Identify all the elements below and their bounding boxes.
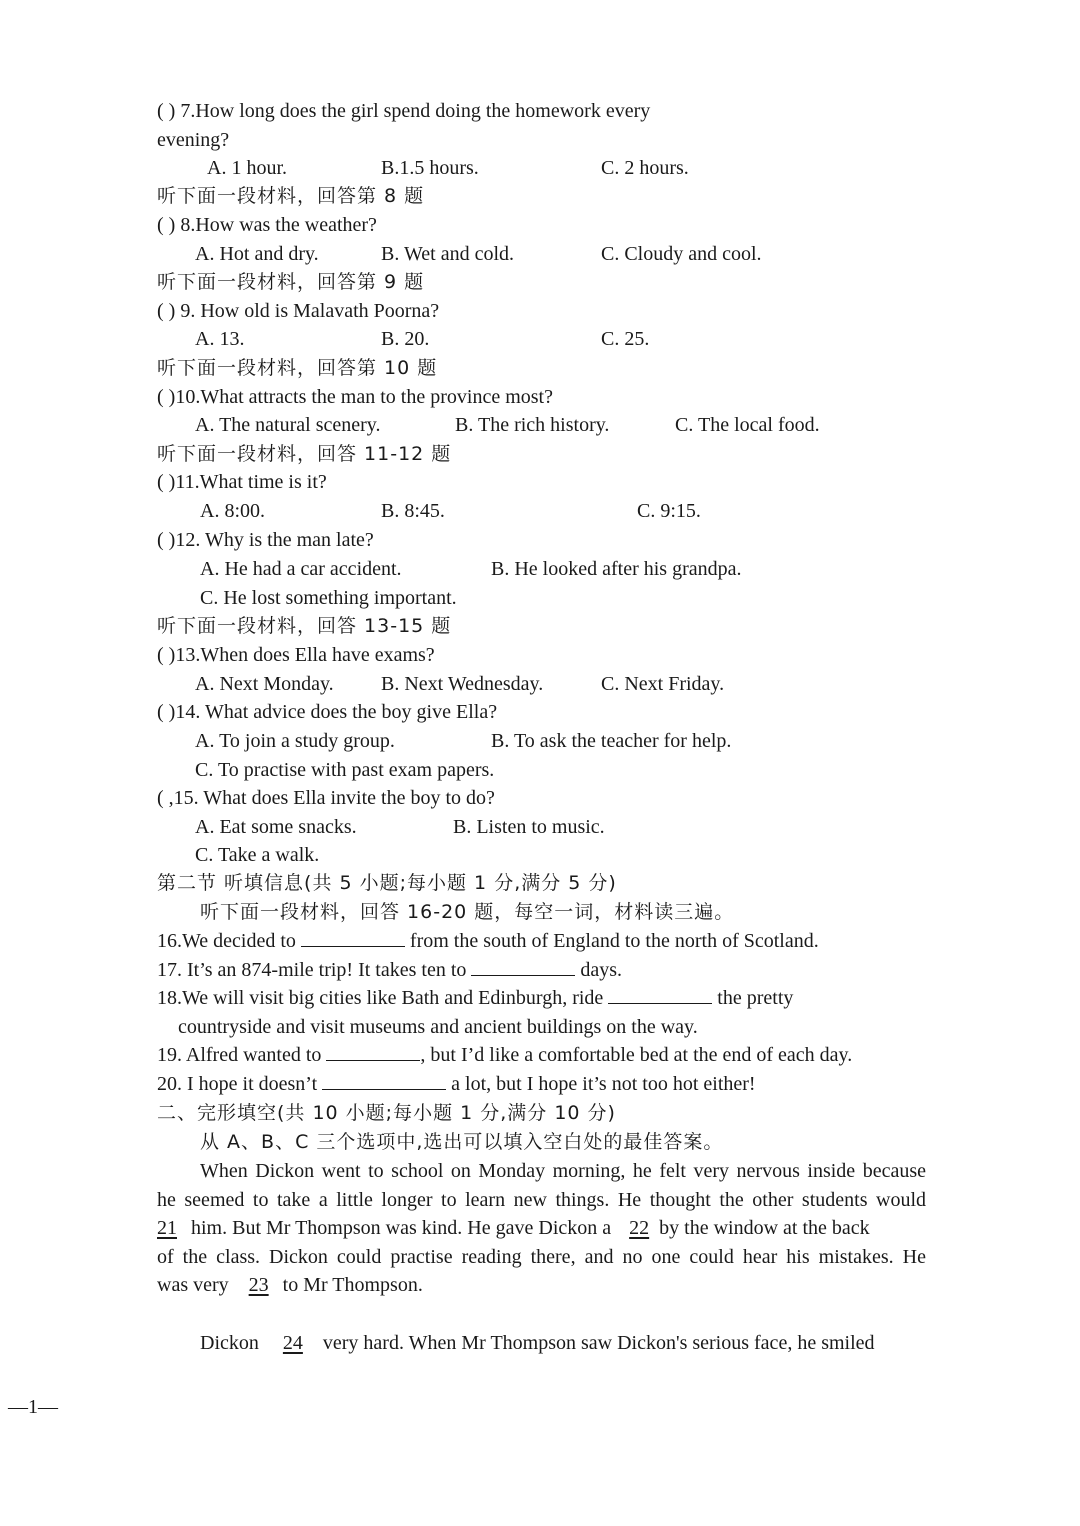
section-2-title: 第二节 听填信息(共 5 小题;每小题 1 分,满分 5 分) [157,872,617,894]
question-19 [157,1042,852,1068]
question-7-option-a: A. 1 hour. [207,157,287,179]
question-10-option-c: C. The local food. [675,414,820,436]
page-number: —1— [8,1396,58,1418]
question-10-stem: ( )10.What attracts the man to the province most? [157,386,553,408]
question-19-after: , but I’d like a comfortable bed at the end of each day. [420,1044,853,1066]
cloze-line-3 [157,1215,870,1241]
heading-q8: 听下面一段材料，回答第 8 题 [157,185,425,207]
question-8-option-b: B. Wet and cold. [381,243,514,265]
question-9-option-a: A. 13. [195,328,245,350]
question-11-option-c: C. 9:15. [637,500,701,522]
section-2-instruction: 听下面一段材料，回答 16-20 题，每空一词，材料读三遍。 [200,901,735,923]
question-9-option-b: B. 20. [381,328,430,350]
question-16-after: from the south of England to the north of Scotland. [409,930,819,952]
cloze-blank-24[interactable]: 24 [282,1332,303,1354]
question-7-option-b: B.1.5 hours. [381,157,479,179]
question-12-option-a: A. He had a car accident. [200,558,402,580]
cloze-p2-a: Dickon [200,1332,259,1354]
cloze-blank-23[interactable]: 23 [248,1274,269,1296]
question-18-cont: countryside and visit museums and ancient buildings on the way. [178,1016,698,1038]
question-13-option-a: A. Next Monday. [195,673,334,695]
question-14-option-b: B. To ask the teacher for help. [491,730,732,752]
question-12-stem: ( )12. Why is the man late? [157,529,374,551]
cloze-line-3b: by the window at the back [659,1217,870,1239]
answer-blank-20[interactable] [322,1071,446,1090]
question-19-before: 19. Alfred wanted to [157,1044,322,1066]
cloze-line-5a: was very [157,1274,229,1296]
question-13-option-c: C. Next Friday. [601,673,725,695]
question-13-stem: ( )13.When does Ella have exams? [157,644,435,666]
question-17-before: 17. It’s an 874-mile trip! It takes ten to [157,959,467,981]
cloze-blank-21[interactable]: 21 [157,1217,177,1239]
heading-q13-15: 听下面一段材料，回答 13-15 题 [157,615,452,637]
question-16-before: 16.We decided to [157,930,296,952]
question-15-option-b: B. Listen to music. [453,816,605,838]
question-17 [157,957,622,983]
question-14-option-a: A. To join a study group. [195,730,395,752]
question-7-stem-cont: evening? [157,129,230,151]
question-11-option-a: A. 8:00. [200,500,265,522]
cloze-instruction: 从 A、B、C 三个选项中,选出可以填入空白处的最佳答案。 [200,1131,724,1153]
question-17-after: days. [580,959,623,981]
cloze-line-4: of the class. Dickon could practise reading there, and no one could hear his mistakes. He [157,1246,926,1268]
question-18-after: the pretty [717,987,794,1009]
cloze-line-2: he seemed to take a little longer to learn new things. He thought the other students would [157,1189,926,1211]
question-7-option-c: C. 2 hours. [601,157,689,179]
question-12-option-b: B. He looked after his grandpa. [491,558,742,580]
question-12-option-c: C. He lost something important. [200,587,457,609]
question-11-stem: ( )11.What time is it? [157,471,327,493]
question-10-option-b: B. The rich history. [455,414,610,436]
cloze-blank-22[interactable]: 22 [629,1217,650,1239]
question-10-option-a: A. The natural scenery. [195,414,381,436]
question-16 [157,928,819,954]
question-9-stem: ( ) 9. How old is Malavath Poorna? [157,300,440,322]
heading-q10: 听下面一段材料，回答第 10 题 [157,357,438,379]
question-8-stem: ( ) 8.How was the weather? [157,214,377,236]
cloze-title: 二、完形填空(共 10 小题;每小题 1 分,满分 10 分) [157,1102,616,1124]
question-8-option-a: A. Hot and dry. [195,243,319,265]
question-7-stem: ( ) 7.How long does the girl spend doing the homework every [157,100,651,122]
question-15-option-c: C. Take a walk. [195,844,320,866]
cloze-paragraph-2 [200,1330,875,1356]
question-20-after: a lot, but I hope it’s not too hot either! [451,1073,756,1095]
answer-blank-18[interactable] [608,985,712,1004]
question-13-option-b: B. Next Wednesday. [381,673,544,695]
heading-q11-12: 听下面一段材料，回答 11-12 题 [157,443,452,465]
answer-blank-17[interactable] [471,957,575,976]
cloze-line-5b: to Mr Thompson. [282,1274,423,1296]
question-18 [157,985,793,1011]
answer-blank-16[interactable] [301,928,405,947]
question-14-option-c: C. To practise with past exam papers. [195,759,495,781]
cloze-line-1: When Dickon went to school on Monday morning, he felt very nervous inside because [200,1160,926,1182]
answer-blank-19[interactable] [326,1042,420,1061]
question-18-before: 18.We will visit big cities like Bath and Edinburgh, ride [157,987,604,1009]
question-14-stem: ( )14. What advice does the boy give Ella? [157,701,498,723]
question-20 [157,1071,756,1097]
question-11-option-b: B. 8:45. [381,500,445,522]
heading-q9: 听下面一段材料，回答第 9 题 [157,271,425,293]
cloze-line-5 [157,1272,423,1298]
question-8-option-c: C. Cloudy and cool. [601,243,762,265]
question-9-option-c: C. 25. [601,328,650,350]
cloze-line-3a: him. But Mr Thompson was kind. He gave Dickon a [191,1217,612,1239]
question-20-before: 20. I hope it doesn’t [157,1073,318,1095]
question-15-option-a: A. Eat some snacks. [195,816,357,838]
question-15-stem: ( ,15. What does Ella invite the boy to do? [157,787,495,809]
cloze-p2-b: very hard. When Mr Thompson saw Dickon's serious face, he smiled [322,1332,875,1354]
